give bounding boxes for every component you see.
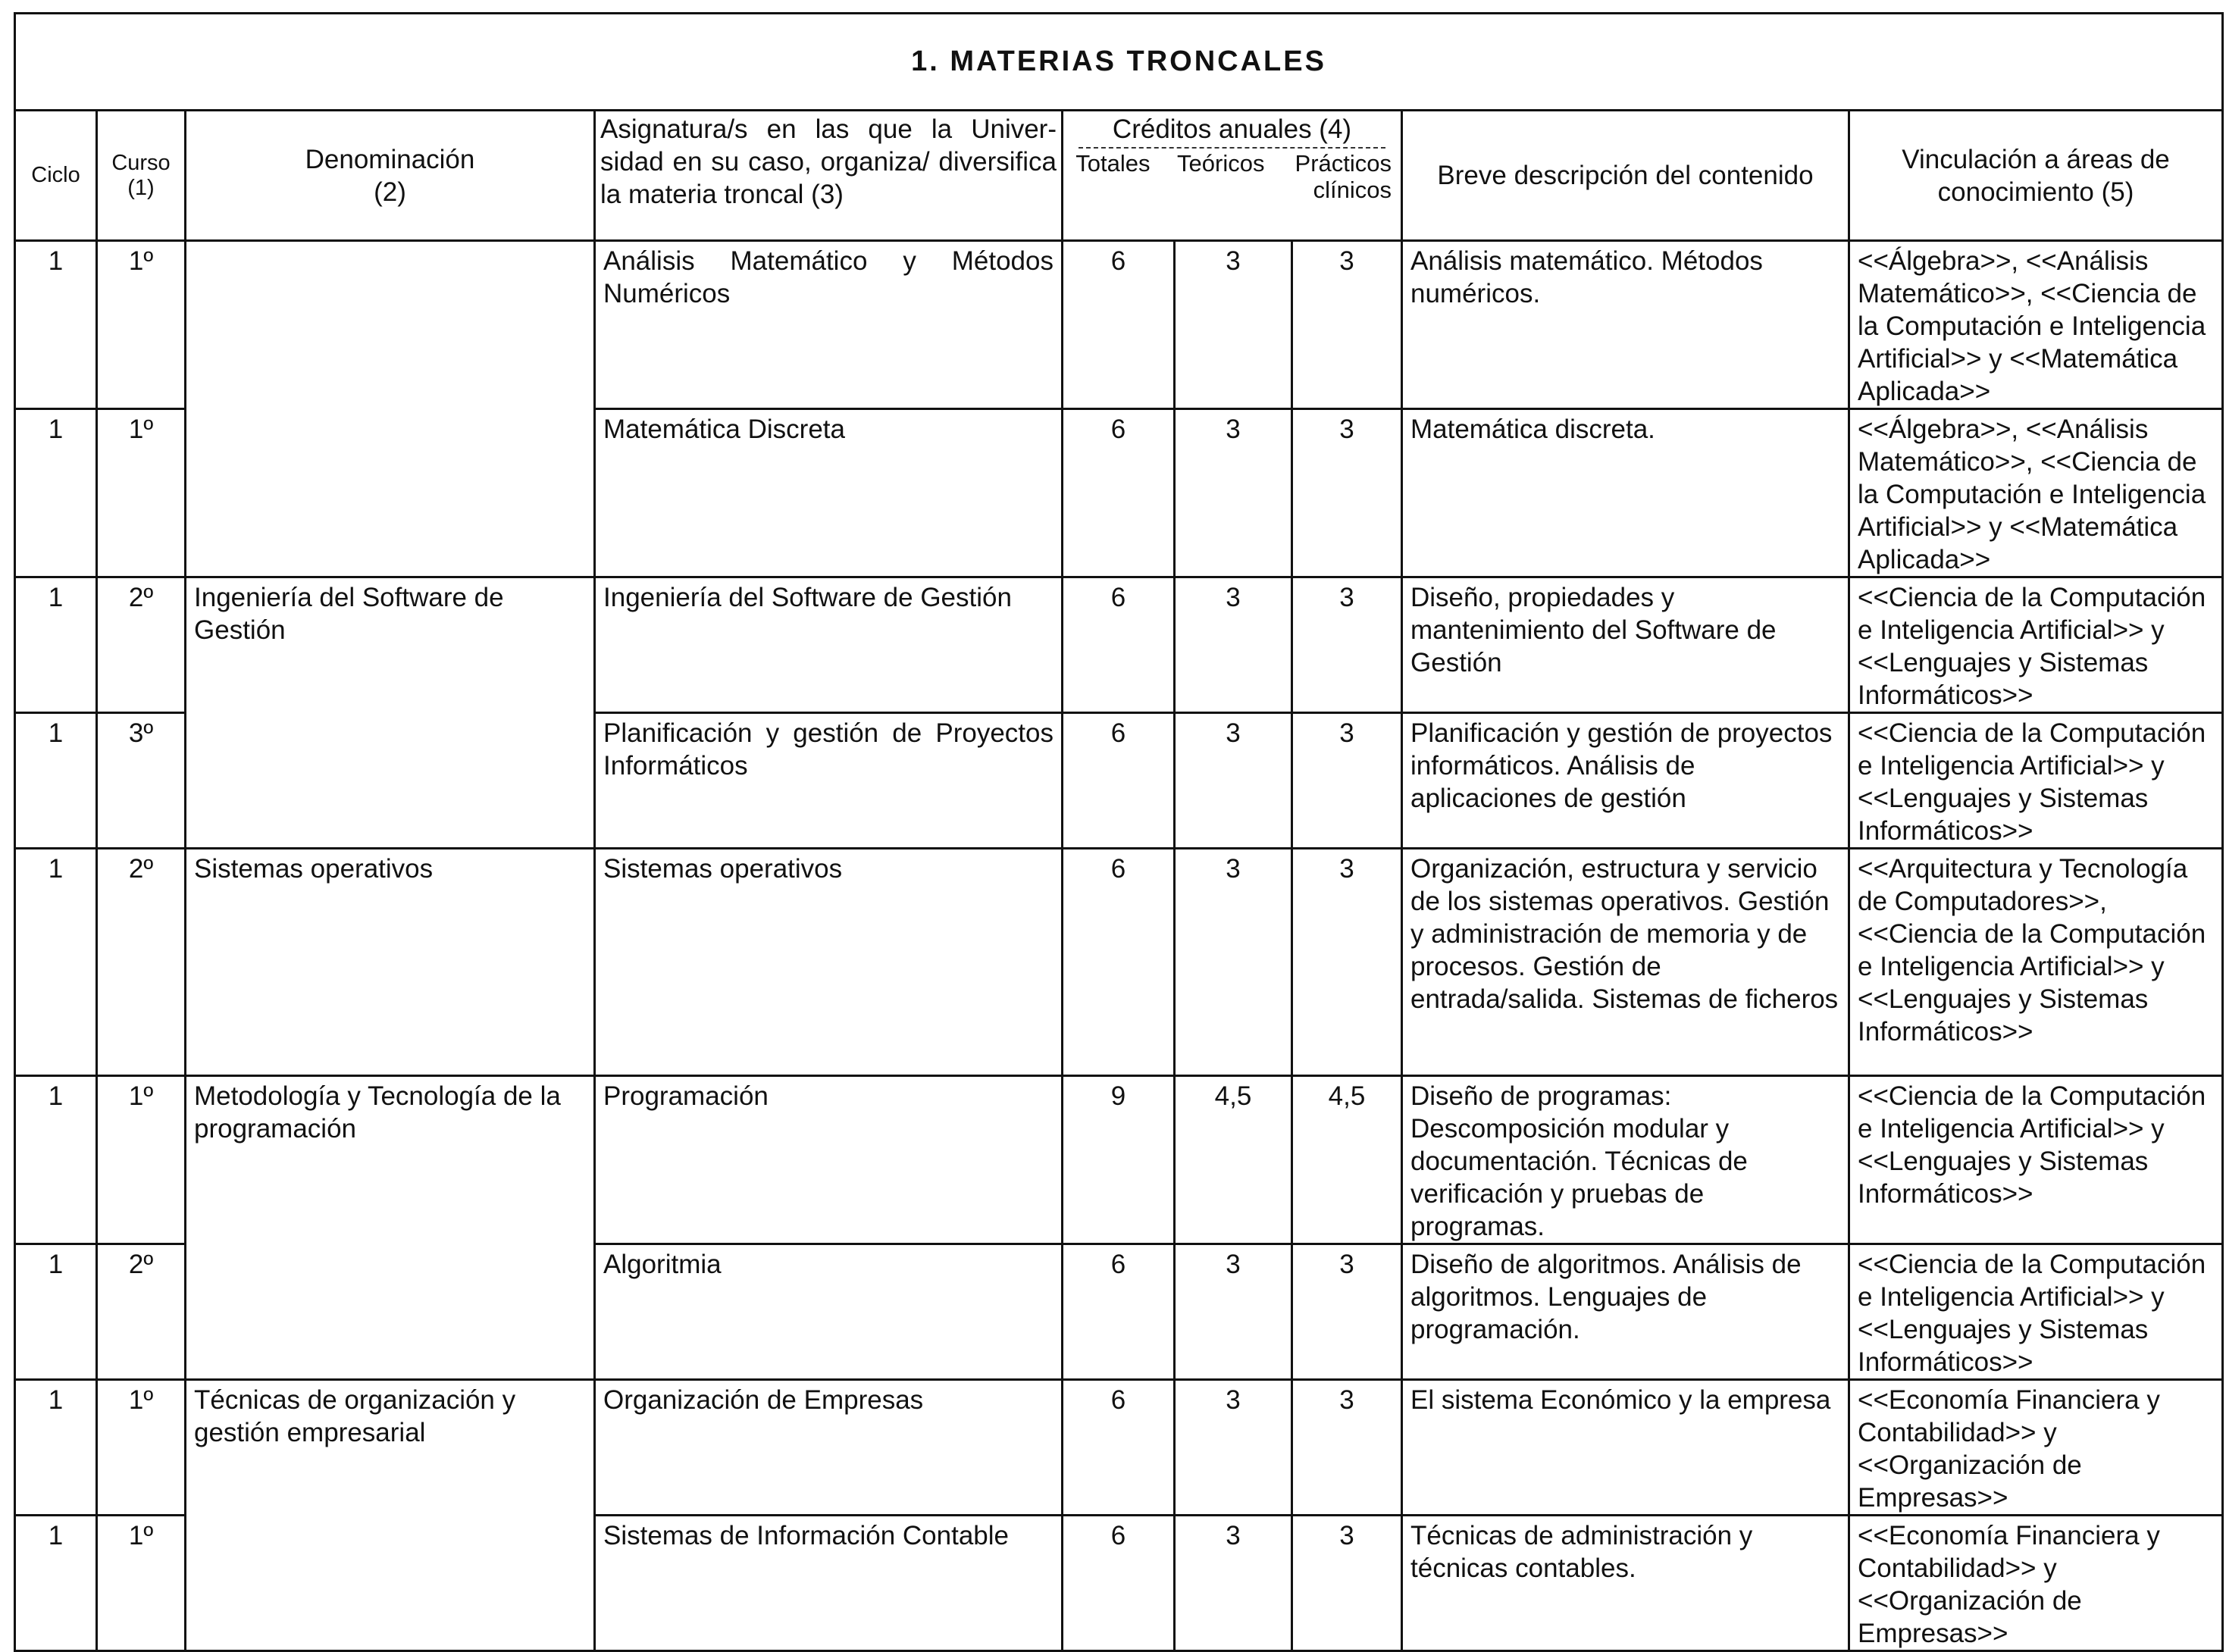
cell-asignatura: Organización de Empresas bbox=[595, 1380, 1063, 1516]
cell-ciclo: 1 bbox=[15, 241, 97, 409]
cell-totales: 6 bbox=[1063, 1380, 1175, 1516]
cell-teoricos: 4,5 bbox=[1175, 1076, 1292, 1244]
cell-denominacion: Metodología y Tecnología de la programación bbox=[186, 1076, 595, 1380]
cell-denominacion bbox=[186, 241, 595, 577]
cell-teoricos: 3 bbox=[1175, 713, 1292, 849]
cell-vinculacion: <<Álgebra>>, <<Análisis Matemático>>, <<Ciencia de la Computación e Inteligencia Artificial>> y <<Matemática Aplicada>> bbox=[1849, 241, 2223, 409]
cell-curso: 2º bbox=[97, 1244, 186, 1380]
cell-descripcion: Diseño de programas: Descomposición modular y documentación. Técnicas de verificación y pruebas de programas. bbox=[1402, 1076, 1849, 1244]
dashed-divider bbox=[1079, 147, 1385, 149]
table-row bbox=[15, 1380, 2223, 1516]
header-denominacion: Denominación (2) bbox=[186, 111, 595, 241]
cell-curso: 1º bbox=[97, 1076, 186, 1244]
header-ciclo: Ciclo bbox=[15, 111, 97, 241]
cell-descripcion: Organización, estructura y servicio de los sistemas operativos. Gestión y administración de memoria y de procesos. Gestión de entrada/salida. Sistemas de ficheros bbox=[1402, 849, 1849, 1076]
cell-vinculacion: <<Ciencia de la Computación e Inteligencia Artificial>> y <<Lenguajes y Sistemas Informáticos>> bbox=[1849, 577, 2223, 713]
cell-ciclo: 1 bbox=[15, 1380, 97, 1516]
table-row bbox=[15, 1076, 2223, 1244]
table-row bbox=[15, 849, 2223, 1076]
cell-totales: 6 bbox=[1063, 1516, 1175, 1651]
materias-troncales-table bbox=[14, 12, 2224, 1652]
table-title: 1. MATERIAS TRONCALES bbox=[15, 14, 2223, 111]
cell-descripcion: Diseño, propiedades y mantenimiento del Software de Gestión bbox=[1402, 577, 1849, 713]
cell-teoricos: 3 bbox=[1175, 1380, 1292, 1516]
cell-denominacion: Técnicas de organización y gestión empresarial bbox=[186, 1380, 595, 1651]
cell-vinculacion: <<Arquitectura y Tecnología de Computadores>>, <<Ciencia de la Computación e Inteligencia Artificial>> y <<Lenguajes y Sistemas Informáticos>> bbox=[1849, 849, 2223, 1076]
cell-descripcion: Planificación y gestión de proyectos informáticos. Análisis de aplicaciones de gestión bbox=[1402, 713, 1849, 849]
cell-practicos: 4,5 bbox=[1292, 1076, 1402, 1244]
cell-totales: 6 bbox=[1063, 713, 1175, 849]
cell-totales: 6 bbox=[1063, 577, 1175, 713]
cell-denominacion: Sistemas operativos bbox=[186, 849, 595, 1076]
cell-practicos: 3 bbox=[1292, 1244, 1402, 1380]
cell-ciclo: 1 bbox=[15, 1076, 97, 1244]
cell-curso: 1º bbox=[97, 1380, 186, 1516]
cell-practicos: 3 bbox=[1292, 409, 1402, 577]
table-row bbox=[15, 577, 2223, 713]
cell-teoricos: 3 bbox=[1175, 849, 1292, 1076]
cell-vinculacion: <<Ciencia de la Computación e Inteligencia Artificial>> y <<Lenguajes y Sistemas Informáticos>> bbox=[1849, 713, 2223, 849]
cell-totales: 6 bbox=[1063, 1244, 1175, 1380]
cell-vinculacion: <<Economía Financiera y Contabilidad>> y <<Organización de Empresas>> bbox=[1849, 1516, 2223, 1651]
cell-practicos: 3 bbox=[1292, 241, 1402, 409]
cell-practicos: 3 bbox=[1292, 1380, 1402, 1516]
cell-teoricos: 3 bbox=[1175, 577, 1292, 713]
cell-asignatura: Planificación y gestión de Proyectos Informáticos bbox=[595, 713, 1063, 849]
header-creditos-subheads bbox=[1063, 150, 1401, 203]
cell-vinculacion: <<Ciencia de la Computación e Inteligencia Artificial>> y <<Lenguajes y Sistemas Informáticos>> bbox=[1849, 1076, 2223, 1244]
cell-asignatura: Análisis Matemático y Métodos Numéricos bbox=[595, 241, 1063, 409]
cell-vinculacion: <<Economía Financiera y Contabilidad>> y <<Organización de Empresas>> bbox=[1849, 1380, 2223, 1516]
header-creditos-label: Créditos anuales (4) bbox=[1112, 114, 1352, 144]
cell-practicos: 3 bbox=[1292, 577, 1402, 713]
cell-ciclo: 1 bbox=[15, 409, 97, 577]
header-descripcion: Breve descripción del contenido bbox=[1402, 111, 1849, 241]
header-asignatura: Asignatura/s en las que la Univer-sidad en su caso, organiza/ diversifica la materia troncal (3) bbox=[595, 111, 1063, 241]
cell-curso: 3º bbox=[97, 713, 186, 849]
cell-teoricos: 3 bbox=[1175, 409, 1292, 577]
header-practicos: Prácticos clínicos bbox=[1295, 150, 1392, 203]
header-creditos bbox=[1063, 111, 1402, 241]
cell-practicos: 3 bbox=[1292, 849, 1402, 1076]
cell-descripcion: Matemática discreta. bbox=[1402, 409, 1849, 577]
cell-curso: 1º bbox=[97, 1516, 186, 1651]
table-row bbox=[15, 241, 2223, 409]
cell-totales: 9 bbox=[1063, 1076, 1175, 1244]
cell-ciclo: 1 bbox=[15, 713, 97, 849]
cell-asignatura: Matemática Discreta bbox=[595, 409, 1063, 577]
cell-curso: 1º bbox=[97, 241, 186, 409]
cell-teoricos: 3 bbox=[1175, 1516, 1292, 1651]
header-vinculacion: Vinculación a áreas de conocimiento (5) bbox=[1849, 111, 2223, 241]
cell-asignatura: Ingeniería del Software de Gestión bbox=[595, 577, 1063, 713]
cell-ciclo: 1 bbox=[15, 577, 97, 713]
cell-asignatura: Sistemas operativos bbox=[595, 849, 1063, 1076]
cell-vinculacion: <<Ciencia de la Computación e Inteligencia Artificial>> y <<Lenguajes y Sistemas Informáticos>> bbox=[1849, 1244, 2223, 1380]
cell-curso: 2º bbox=[97, 849, 186, 1076]
cell-curso: 2º bbox=[97, 577, 186, 713]
cell-asignatura: Algoritmia bbox=[595, 1244, 1063, 1380]
cell-curso: 1º bbox=[97, 409, 186, 577]
cell-vinculacion: <<Álgebra>>, <<Análisis Matemático>>, <<Ciencia de la Computación e Inteligencia Artificial>> y <<Matemática Aplicada>> bbox=[1849, 409, 2223, 577]
cell-totales: 6 bbox=[1063, 849, 1175, 1076]
cell-descripcion: El sistema Económico y la empresa bbox=[1402, 1380, 1849, 1516]
cell-asignatura: Sistemas de Información Contable bbox=[595, 1516, 1063, 1651]
document-page bbox=[14, 12, 2221, 1648]
cell-teoricos: 3 bbox=[1175, 241, 1292, 409]
cell-totales: 6 bbox=[1063, 409, 1175, 577]
cell-asignatura: Programación bbox=[595, 1076, 1063, 1244]
header-totales: Totales bbox=[1075, 150, 1151, 177]
cell-denominacion: Ingeniería del Software de Gestión bbox=[186, 577, 595, 849]
cell-totales: 6 bbox=[1063, 241, 1175, 409]
cell-ciclo: 1 bbox=[15, 1516, 97, 1651]
cell-descripcion: Análisis matemático. Métodos numéricos. bbox=[1402, 241, 1849, 409]
cell-teoricos: 3 bbox=[1175, 1244, 1292, 1380]
cell-practicos: 3 bbox=[1292, 713, 1402, 849]
cell-practicos: 3 bbox=[1292, 1516, 1402, 1651]
header-teoricos: Teóricos bbox=[1177, 150, 1265, 177]
cell-descripcion: Técnicas de administración y técnicas contables. bbox=[1402, 1516, 1849, 1651]
cell-descripcion: Diseño de algoritmos. Análisis de algoritmos. Lenguajes de programación. bbox=[1402, 1244, 1849, 1380]
cell-ciclo: 1 bbox=[15, 1244, 97, 1380]
cell-ciclo: 1 bbox=[15, 849, 97, 1076]
header-curso: Curso (1) bbox=[97, 111, 186, 241]
